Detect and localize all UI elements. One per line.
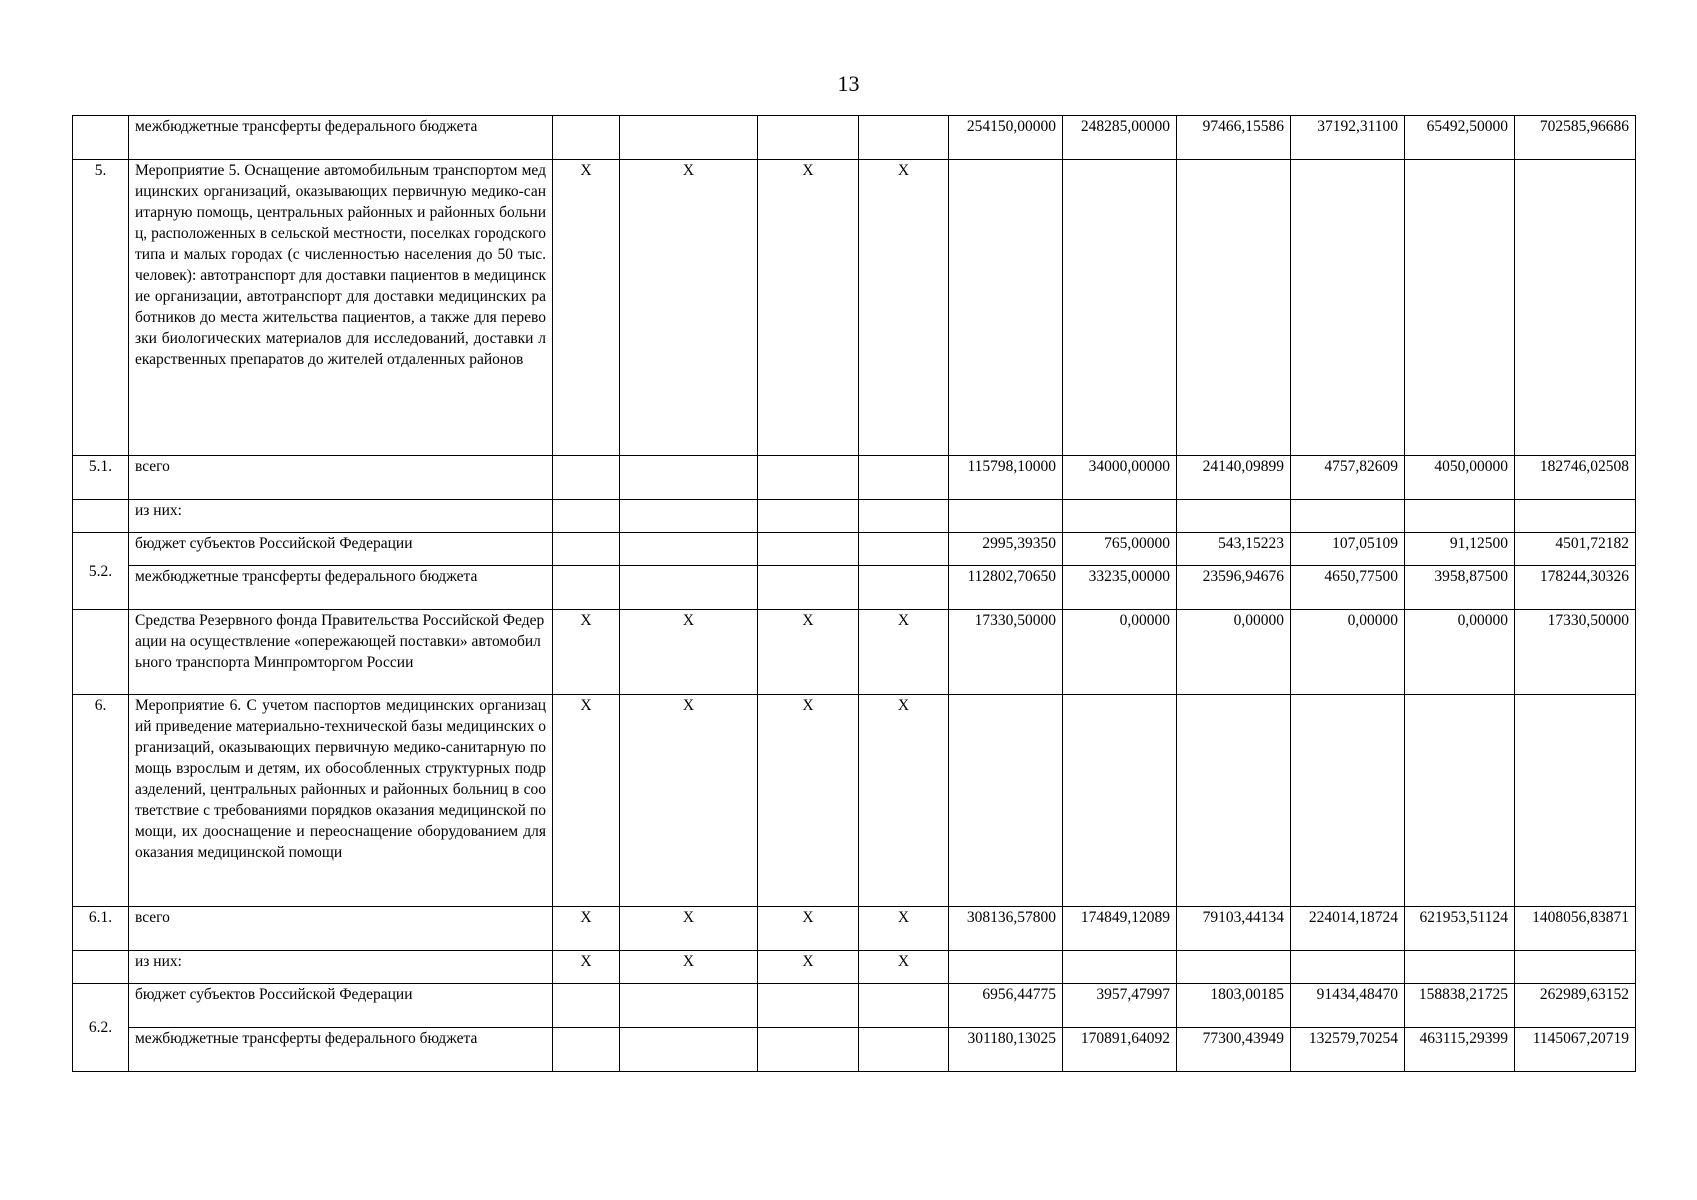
value-cell	[1405, 695, 1515, 907]
x-mark: Х	[553, 695, 620, 907]
table-row	[73, 500, 1636, 533]
value-cell: 170891,64092	[1063, 1028, 1177, 1072]
value-cell: 3957,47997	[1063, 984, 1177, 1028]
value-cell: 543,15223	[1177, 533, 1291, 566]
value-cell	[1515, 160, 1636, 456]
x-mark: Х	[859, 695, 949, 907]
value-cell: 0,00000	[1405, 610, 1515, 695]
x-mark: Х	[859, 951, 949, 984]
value-cell: 23596,94676	[1177, 566, 1291, 610]
value-cell	[1291, 695, 1405, 907]
x-mark	[620, 566, 758, 610]
x-mark	[758, 116, 859, 160]
row-number: 5.2.	[73, 533, 129, 610]
table-row	[73, 951, 1636, 984]
row-name: межбюджетные трансферты федерального бюджета	[129, 1028, 553, 1072]
value-cell	[1405, 951, 1515, 984]
value-cell	[949, 160, 1063, 456]
value-cell: 17330,50000	[949, 610, 1063, 695]
row-name: межбюджетные трансферты федерального бюджета	[129, 566, 553, 610]
value-cell: 77300,43949	[1177, 1028, 1291, 1072]
x-mark	[553, 500, 620, 533]
value-cell	[1515, 695, 1636, 907]
x-mark	[758, 500, 859, 533]
value-cell: 262989,63152	[1515, 984, 1636, 1028]
x-mark	[553, 566, 620, 610]
value-cell: 158838,21725	[1405, 984, 1515, 1028]
row-name: из них:	[129, 951, 553, 984]
value-cell: 182746,02508	[1515, 456, 1636, 500]
value-cell: 79103,44134	[1177, 907, 1291, 951]
x-mark: Х	[620, 160, 758, 456]
x-mark: Х	[758, 160, 859, 456]
value-cell: 107,05109	[1291, 533, 1405, 566]
table-row	[73, 610, 1636, 695]
row-name: Мероприятие 6. С учетом паспортов медицинских организаций приведение материально-технической базы медицинских организаций, оказывающих первичную медико-санитарную помощь взрослым и детям, их обособленных структурных подразделений, центральных районных и районных больниц в соответствие с требованиями порядков оказания медицинской помощи, их дооснащение и переоснащение оборудованием для оказания медицинской помощи	[129, 695, 553, 907]
value-cell: 254150,00000	[949, 116, 1063, 160]
row-number: 6.1.	[73, 907, 129, 951]
row-name: Средства Резервного фонда Правительства Российской Федерации на осуществление «опережающей поставки» автомобильного транспорта Минпромторгом России	[129, 610, 553, 695]
value-cell: 34000,00000	[1063, 456, 1177, 500]
value-cell	[1177, 500, 1291, 533]
value-cell	[1063, 500, 1177, 533]
table-row	[73, 456, 1636, 500]
x-mark	[758, 1028, 859, 1072]
x-mark: Х	[620, 610, 758, 695]
value-cell	[949, 695, 1063, 907]
value-cell: 765,00000	[1063, 533, 1177, 566]
x-mark	[758, 566, 859, 610]
value-cell: 0,00000	[1291, 610, 1405, 695]
x-mark	[620, 500, 758, 533]
x-mark: Х	[620, 907, 758, 951]
value-cell: 248285,00000	[1063, 116, 1177, 160]
value-cell	[1177, 160, 1291, 456]
value-cell: 174849,12089	[1063, 907, 1177, 951]
x-mark: Х	[758, 610, 859, 695]
value-cell	[1291, 951, 1405, 984]
row-number	[73, 116, 129, 160]
table-row	[73, 984, 1636, 1028]
value-cell: 301180,13025	[949, 1028, 1063, 1072]
value-cell: 17330,50000	[1515, 610, 1636, 695]
table-row	[73, 566, 1636, 610]
value-cell: 91,12500	[1405, 533, 1515, 566]
value-cell: 112802,70650	[949, 566, 1063, 610]
x-mark	[553, 984, 620, 1028]
value-cell	[1177, 951, 1291, 984]
value-cell: 91434,48470	[1291, 984, 1405, 1028]
row-name: бюджет субъектов Российской Федерации	[129, 533, 553, 566]
x-mark: Х	[758, 951, 859, 984]
value-cell: 702585,96686	[1515, 116, 1636, 160]
x-mark: Х	[859, 160, 949, 456]
value-cell	[949, 951, 1063, 984]
value-cell	[1063, 951, 1177, 984]
value-cell: 4757,82609	[1291, 456, 1405, 500]
value-cell	[1405, 160, 1515, 456]
page-number: 13	[837, 71, 860, 96]
x-mark	[859, 116, 949, 160]
x-mark	[859, 500, 949, 533]
x-mark	[758, 984, 859, 1028]
x-mark: Х	[553, 907, 620, 951]
table-row	[73, 695, 1636, 907]
value-cell	[1515, 500, 1636, 533]
value-cell: 97466,15586	[1177, 116, 1291, 160]
value-cell: 621953,51124	[1405, 907, 1515, 951]
value-cell	[1291, 160, 1405, 456]
value-cell	[949, 500, 1063, 533]
row-number: 5.	[73, 160, 129, 456]
row-name: межбюджетные трансферты федерального бюджета	[129, 116, 553, 160]
value-cell: 463115,29399	[1405, 1028, 1515, 1072]
value-cell: 224014,18724	[1291, 907, 1405, 951]
x-mark	[620, 533, 758, 566]
value-cell: 1803,00185	[1177, 984, 1291, 1028]
value-cell: 3958,87500	[1405, 566, 1515, 610]
value-cell: 1145067,20719	[1515, 1028, 1636, 1072]
table-row	[73, 1028, 1636, 1072]
x-mark	[620, 984, 758, 1028]
x-mark: Х	[553, 610, 620, 695]
value-cell: 4650,77500	[1291, 566, 1405, 610]
x-mark: Х	[859, 907, 949, 951]
x-mark	[620, 1028, 758, 1072]
value-cell: 6956,44775	[949, 984, 1063, 1028]
x-mark	[620, 456, 758, 500]
value-cell	[1063, 160, 1177, 456]
row-name: из них:	[129, 500, 553, 533]
x-mark	[758, 533, 859, 566]
row-number: 6.2.	[73, 984, 129, 1072]
value-cell: 115798,10000	[949, 456, 1063, 500]
row-number: 6.	[73, 695, 129, 907]
value-cell	[1291, 500, 1405, 533]
x-mark	[553, 456, 620, 500]
x-mark	[859, 1028, 949, 1072]
budget-table	[72, 115, 1636, 1072]
row-number	[73, 500, 129, 533]
row-number	[73, 610, 129, 695]
table-row	[73, 533, 1636, 566]
x-mark	[859, 566, 949, 610]
x-mark	[859, 533, 949, 566]
row-number	[73, 951, 129, 984]
value-cell	[1063, 695, 1177, 907]
value-cell	[1405, 500, 1515, 533]
row-name: бюджет субъектов Российской Федерации	[129, 984, 553, 1028]
value-cell: 4501,72182	[1515, 533, 1636, 566]
x-mark	[859, 984, 949, 1028]
x-mark: Х	[758, 907, 859, 951]
table-row	[73, 907, 1636, 951]
value-cell: 33235,00000	[1063, 566, 1177, 610]
value-cell	[1515, 951, 1636, 984]
x-mark	[553, 533, 620, 566]
value-cell: 308136,57800	[949, 907, 1063, 951]
x-mark	[553, 1028, 620, 1072]
row-name: всего	[129, 456, 553, 500]
value-cell: 37192,31100	[1291, 116, 1405, 160]
x-mark: Х	[758, 695, 859, 907]
value-cell: 4050,00000	[1405, 456, 1515, 500]
value-cell: 1408056,83871	[1515, 907, 1636, 951]
table-row	[73, 116, 1636, 160]
row-number: 5.1.	[73, 456, 129, 500]
value-cell	[1177, 695, 1291, 907]
value-cell: 65492,50000	[1405, 116, 1515, 160]
value-cell: 24140,09899	[1177, 456, 1291, 500]
value-cell: 0,00000	[1177, 610, 1291, 695]
value-cell: 178244,30326	[1515, 566, 1636, 610]
row-name: всего	[129, 907, 553, 951]
x-mark: Х	[620, 695, 758, 907]
x-mark	[620, 116, 758, 160]
x-mark	[859, 456, 949, 500]
x-mark: Х	[553, 951, 620, 984]
x-mark: Х	[859, 610, 949, 695]
x-mark: Х	[620, 951, 758, 984]
value-cell: 132579,70254	[1291, 1028, 1405, 1072]
value-cell: 2995,39350	[949, 533, 1063, 566]
x-mark: Х	[553, 160, 620, 456]
x-mark	[758, 456, 859, 500]
x-mark	[553, 116, 620, 160]
row-name: Мероприятие 5. Оснащение автомобильным транспортом медицинских организаций, оказывающих первичную медико-санитарную помощь, центральных районных и районных больниц, расположенных в сельской местности, поселках городского типа и малых городах (с численностью населения до 50 тыс. человек): автотранспорт для доставки пациентов в медицинские организации, автотранспорт для доставки медицинских работников до места жительства пациентов, а также для перевозки биологических материалов для исследований, доставки лекарственных препаратов до жителей отдаленных районов	[129, 160, 553, 456]
table-row	[73, 160, 1636, 456]
value-cell: 0,00000	[1063, 610, 1177, 695]
